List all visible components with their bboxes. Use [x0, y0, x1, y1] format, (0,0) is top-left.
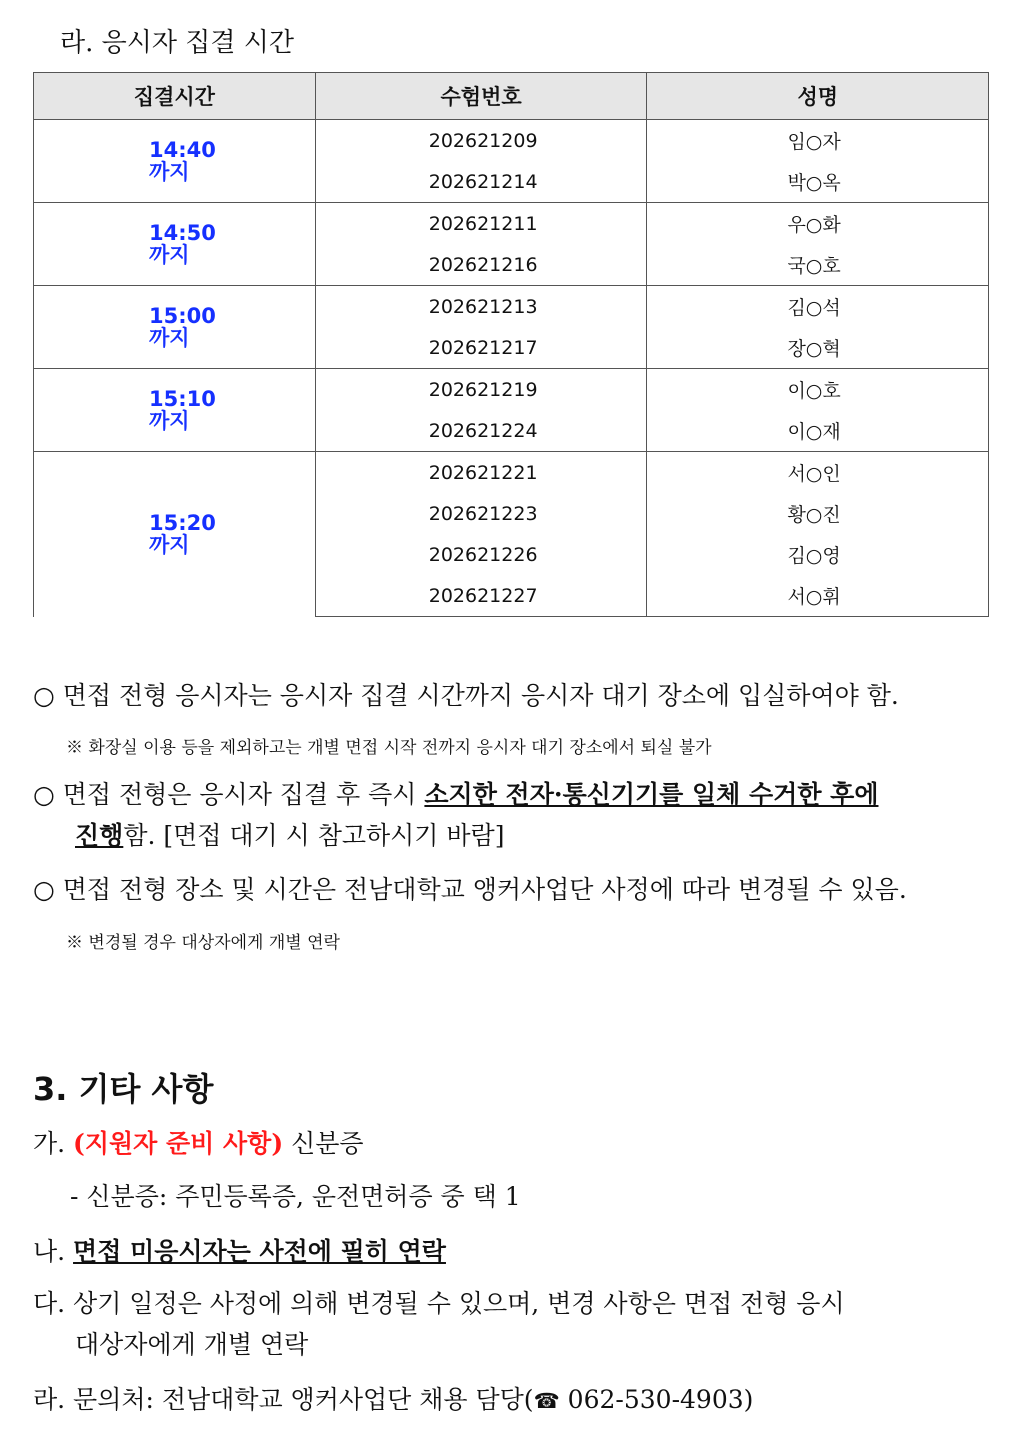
- item-ga: [33, 1124, 364, 1160]
- header-name: 성명: [647, 73, 989, 120]
- highlight-text: (지원자 준비 사항): [73, 1129, 284, 1158]
- bullet-assembly-notice: ○ 면접 전형 응시자는 응시자 집결 시간까지 응시자 대기 장소에 입실하여야 함.: [33, 681, 899, 710]
- note-change-contact: ※ 변경될 경우 대상자에게 개별 연락: [66, 933, 340, 953]
- item-da: 다. 상기 일정은 사정에 의해 변경될 수 있으며, 변경 사항은 면접 전형 응시: [33, 1289, 845, 1318]
- item-ra: [33, 1380, 753, 1416]
- item-label: 가.: [33, 1129, 74, 1158]
- exam-number: 202621226: [315, 534, 647, 575]
- bullet-device-collection-cont: [75, 816, 504, 852]
- table-row: [34, 369, 989, 411]
- assembly-time: 15:20 까지: [34, 452, 316, 617]
- exam-number: 202621213: [315, 286, 647, 328]
- candidate-name: 서○휘: [647, 575, 989, 617]
- phone-icon: ☎: [533, 1389, 560, 1413]
- candidate-name: 김○석: [647, 286, 989, 328]
- exam-number: 202621211: [315, 203, 647, 245]
- exam-number: 202621214: [315, 161, 647, 203]
- candidate-name: 임○자: [647, 120, 989, 162]
- assembly-time: 14:50 까지: [34, 203, 316, 286]
- table-row: [34, 286, 989, 328]
- phone-number: 062-530-4903): [559, 1385, 754, 1414]
- bullet-device-collection: [33, 775, 878, 811]
- exam-number: 202621219: [315, 369, 647, 411]
- candidate-name: 김○영: [647, 534, 989, 575]
- item-na: [33, 1232, 446, 1268]
- exam-number: 202621223: [315, 493, 647, 534]
- exam-number: 202621227: [315, 575, 647, 617]
- candidate-name: 국○호: [647, 244, 989, 286]
- emphasis-text: 면접 미응시자는 사전에 필히 연락: [73, 1237, 446, 1266]
- table-row: [34, 203, 989, 245]
- bullet-text: ○ 면접 전형은 응시자 집결 후 즉시: [33, 780, 425, 809]
- other-heading: 3. 기타 사항: [33, 1070, 214, 1108]
- header-exam-number: 수험번호: [315, 73, 647, 120]
- exam-number: 202621224: [315, 410, 647, 452]
- emphasis-text: 소지한 전자·통신기기를 일체 수거한 후에: [424, 780, 879, 809]
- exam-number: 202621221: [315, 452, 647, 494]
- item-text: 라. 문의처: 전남대학교 앵커사업단 채용 담당(: [33, 1385, 534, 1414]
- item-ga-sub: - 신분증: 주민등록증, 운전면허증 중 택 1: [70, 1182, 521, 1211]
- candidate-name: 서○인: [647, 452, 989, 494]
- section-heading: 라. 응시자 집결 시간: [60, 28, 294, 58]
- emphasis-text: 진행: [75, 821, 124, 850]
- table-row: [34, 120, 989, 162]
- item-text: 신분증: [283, 1129, 364, 1158]
- candidate-name: 이○호: [647, 369, 989, 411]
- candidate-name: 이○재: [647, 410, 989, 452]
- candidate-name: 장○혁: [647, 327, 989, 369]
- header-time: 집결시간: [34, 73, 316, 120]
- assembly-time: 15:00 까지: [34, 286, 316, 369]
- bullet-change-notice: ○ 면접 전형 장소 및 시간은 전남대학교 앵커사업단 사정에 따라 변경될 수 있음.: [33, 875, 907, 904]
- item-da-cont: 대상자에게 개별 연락: [75, 1330, 309, 1359]
- candidate-name: 황○진: [647, 493, 989, 534]
- candidate-name: 박○옥: [647, 161, 989, 203]
- item-label: 나.: [33, 1237, 74, 1266]
- candidate-name: 우○화: [647, 203, 989, 245]
- schedule-table: [33, 72, 989, 617]
- exam-number: 202621209: [315, 120, 647, 162]
- exam-number: 202621217: [315, 327, 647, 369]
- note-restroom: ※ 화장실 이용 등을 제외하고는 개별 면접 시작 전까지 응시자 대기 장소에서 퇴실 불가: [66, 738, 712, 758]
- assembly-time: 15:10 까지: [34, 369, 316, 452]
- table-row: [34, 452, 989, 494]
- assembly-time: 14:40 까지: [34, 120, 316, 203]
- bullet-text: 함. [면접 대기 시 참고하시기 바람]: [123, 821, 505, 850]
- table-header-row: [34, 73, 989, 120]
- exam-number: 202621216: [315, 244, 647, 286]
